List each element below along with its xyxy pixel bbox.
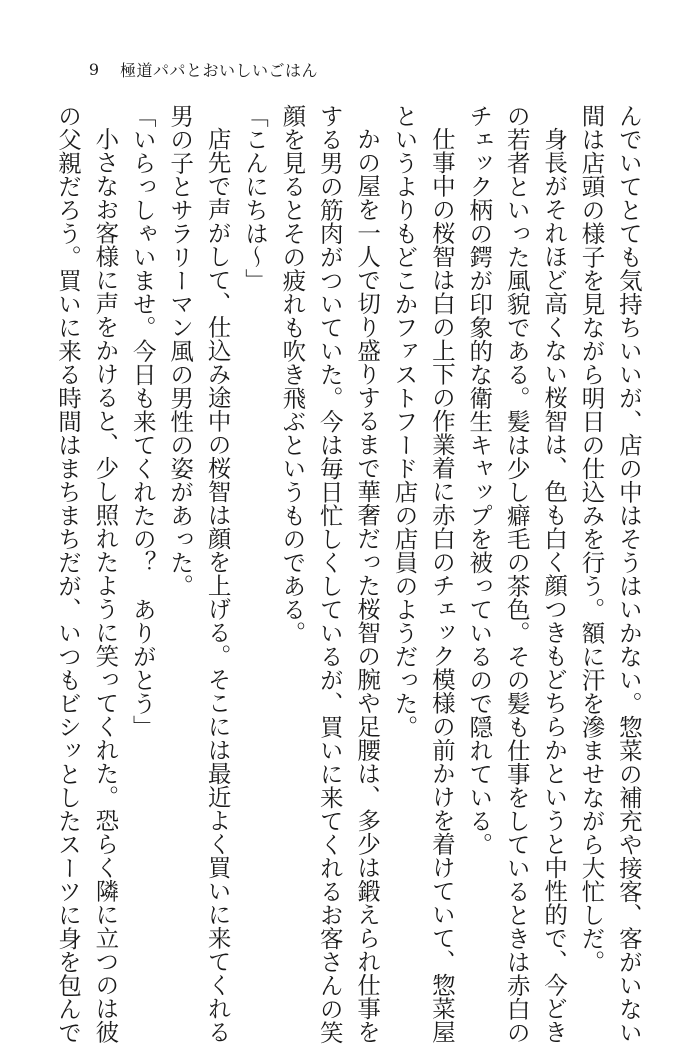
text-column: の若者といった風貌である。髪は少し癖毛の茶色。その髪も仕事をしているときは赤白の [502,104,531,1044]
book-title: 極道パパとおいしいごはん [120,60,319,80]
text-column: というよりもどこかファストフード店の店員のようだった。 [390,104,419,739]
text-column: 「いらっしゃいませ。今日も来てくれたの？ ありがとう」 [128,104,157,739]
text-column: 店先で声がして、仕込み途中の桜智は顔を上げる。そこには最近よく買いに来てくれる [203,127,232,1044]
text-column: の父親だろう。買いに来る時間はまちまちだが、いつもビシッとしたスーツに身を包んで [54,104,82,1044]
text-column: 小さなお客様に声をかけると、少し照れたように笑ってくれた。恐らく隣に立つのは彼 [91,127,120,1044]
text-column: んでいてとても気持ちいいが、店の中はそうはいかない。惣菜の補充や接客、客がいない [614,104,643,1044]
text-column: 男の子とサラリーマン風の男性の姿があった。 [166,104,195,598]
vertical-body-text [54,104,643,1044]
page-number: 9 [88,59,100,79]
running-header [68,58,318,80]
text-column: する男の筋肉がついていた。今は毎日忙しくしているが、買いに来てくれるお客さんの笑 [315,104,344,1044]
text-column: 身長がそれほど高くない桜智は、色も白く顔つきもどちらかというと中性的で、今どき [540,127,569,1044]
text-column: チェック柄の鍔が印象的な衛生キャップを被っているので隠れている。 [465,104,494,856]
text-column: 仕事中の桜智は白の上下の作業着に赤白のチェック模様の前かけを着けていて、惣菜屋 [427,127,456,1044]
text-column: 「こんにちは〜」 [240,104,269,292]
text-column: 間は店頭の様子を見ながら明日の仕込みを行う。額に汗を滲ませながら大忙しだ。 [577,104,606,974]
text-column: かの屋を一人で切り盛りするまで華奢だった桜智の腕や足腰は、多少は鍛えられ仕事を [353,127,382,1044]
text-column: 顔を見るとその疲れも吹き飛ぶというものである。 [278,104,307,645]
